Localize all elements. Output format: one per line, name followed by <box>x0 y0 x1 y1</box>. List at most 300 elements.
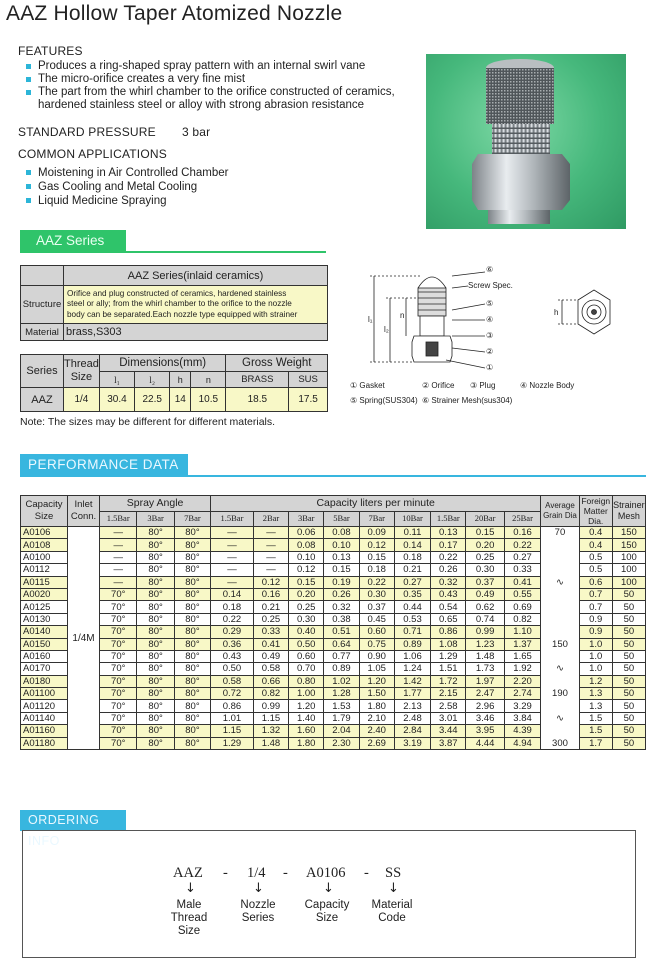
dimensions-header: Dimensions(mm) <box>99 355 226 372</box>
capacity-cell: 1.29 <box>431 650 466 662</box>
strainer-mesh-cell: 150 <box>612 527 645 539</box>
spray-angle-cell: 80° <box>174 539 210 551</box>
capacity-cell: 1.40 <box>289 712 324 724</box>
capacity-cell: 0.12 <box>253 576 288 588</box>
capacity-cell: 1.05 <box>359 663 394 675</box>
performance-bar-underline <box>20 475 646 477</box>
capacity-cell: 0.38 <box>324 613 359 625</box>
application-item: Liquid Medicine Spraying <box>18 194 398 208</box>
grain-dia-cell: 70 <box>541 527 579 539</box>
capacity-cell: — <box>211 576 254 588</box>
code-separator: - <box>364 865 369 881</box>
th-cap-10bar: 10Bar <box>394 511 430 527</box>
capacity-cell: 0.35 <box>394 588 430 600</box>
spray-angle-cell: 80° <box>137 725 174 737</box>
capacity-cell: 2.30 <box>324 737 359 749</box>
spray-angle-cell: 80° <box>174 626 210 638</box>
row-n: 10.5 <box>191 388 226 412</box>
series-col-header: Series <box>21 355 64 388</box>
capacity-cell: 1.23 <box>466 638 504 650</box>
capacity-cell: 1.10 <box>504 626 540 638</box>
capacity-cell: 2.84 <box>394 725 430 737</box>
capacity-cell: 0.33 <box>504 564 540 576</box>
capacity-cell: — <box>253 527 288 539</box>
capacity-cell: 2.40 <box>359 725 394 737</box>
th-spray-angle: Spray Angle <box>100 496 211 512</box>
spec-corner-cell <box>21 266 64 286</box>
capacity-cell: 2.15 <box>431 688 466 700</box>
capacity-cell: 0.09 <box>359 527 394 539</box>
code-part-thread: 1/4 <box>247 865 266 881</box>
spray-angle-cell: 70° <box>100 675 137 687</box>
series-bar: AAZ Series <box>20 230 126 251</box>
capacity-cell: 3.01 <box>431 712 466 724</box>
capacity-cell: 0.64 <box>324 638 359 650</box>
capacity-cell: — <box>253 539 288 551</box>
spray-angle-cell: 80° <box>174 663 210 675</box>
capacity-cell: 1.02 <box>324 675 359 687</box>
th-cap-20bar: 20Bar <box>466 511 504 527</box>
th-cap-2bar: 2Bar <box>253 511 288 527</box>
spray-angle-cell: 80° <box>174 650 210 662</box>
capacity-cell: 0.60 <box>289 650 324 662</box>
strainer-mesh-cell: 50 <box>612 626 645 638</box>
inlet-cell: 1/4M <box>68 527 100 750</box>
arrow-down-icon: ↓ <box>388 881 399 896</box>
header-line: Size <box>34 511 54 522</box>
capacity-cell: 1.72 <box>431 675 466 687</box>
sizes-note: Note: The sizes may be different for different materials. <box>20 416 276 428</box>
row-l2: 22.5 <box>135 388 170 412</box>
capacity-cell: 0.50 <box>211 663 254 675</box>
grain-dia-cell <box>541 539 579 551</box>
capacity-cell: 0.17 <box>431 539 466 551</box>
legend-nozzle-body: ④ Nozzle Body <box>520 381 575 390</box>
capacity-cell: 2.69 <box>359 737 394 749</box>
capacity-cell: 0.20 <box>466 539 504 551</box>
capacity-cell: 0.15 <box>289 576 324 588</box>
capacity-cell: 0.41 <box>253 638 288 650</box>
capacity-cell: 2.20 <box>504 675 540 687</box>
label-line: Size <box>177 925 201 937</box>
dim-l2: l₂ <box>384 325 389 334</box>
label-male-thread-size <box>154 899 224 938</box>
label-line: Thread <box>170 912 208 924</box>
capacity-cell: 0.82 <box>504 613 540 625</box>
capacity-cell: 1.32 <box>253 725 288 737</box>
table-row <box>21 650 646 662</box>
capacity-cell: 0.15 <box>324 564 359 576</box>
capacity-size-cell: A0160 <box>21 650 68 662</box>
foreign-matter-cell: 1.2 <box>579 675 612 687</box>
capacity-cell: 0.18 <box>359 564 394 576</box>
capacity-cell: 0.60 <box>359 626 394 638</box>
capacity-cell: 0.89 <box>324 663 359 675</box>
table-row <box>21 737 646 749</box>
grain-dia-cell <box>541 725 579 737</box>
th-cap-5bar: 5Bar <box>324 511 359 527</box>
capacity-cell: 0.18 <box>211 601 254 613</box>
grain-dia-cell <box>541 551 579 563</box>
applications-heading: COMMON APPLICATIONS <box>18 147 167 161</box>
row-l1: 30.4 <box>99 388 134 412</box>
label-line: Material <box>371 899 413 911</box>
table-row <box>21 688 646 700</box>
spray-angle-cell: 70° <box>100 626 137 638</box>
grain-dia-cell <box>541 626 579 638</box>
capacity-cell: 0.25 <box>253 613 288 625</box>
arrow-down-icon: ↓ <box>185 881 196 896</box>
capacity-cell: 0.08 <box>289 539 324 551</box>
capacity-cell: 3.29 <box>504 700 540 712</box>
capacity-cell: 0.41 <box>504 576 540 588</box>
capacity-cell: 0.37 <box>359 601 394 613</box>
thread-header-line: Thread <box>64 358 99 370</box>
capacity-cell: 0.18 <box>394 551 430 563</box>
capacity-cell: 0.27 <box>504 551 540 563</box>
grain-dia-cell: ∿ <box>541 576 579 588</box>
capacity-cell: 2.48 <box>394 712 430 724</box>
foreign-matter-cell: 0.6 <box>579 576 612 588</box>
spray-angle-cell: 70° <box>100 712 137 724</box>
spray-angle-cell: — <box>100 551 137 563</box>
capacity-cell: 0.49 <box>466 588 504 600</box>
header-line: Matter <box>583 506 608 516</box>
capacity-cell: 0.75 <box>359 638 394 650</box>
callout-2: ② <box>486 347 494 356</box>
dim-l1: l₁ <box>368 315 373 324</box>
capacity-cell: 0.90 <box>359 650 394 662</box>
capacity-cell: 1.73 <box>466 663 504 675</box>
capacity-cell: 0.99 <box>466 626 504 638</box>
table-row <box>21 576 646 588</box>
ordering-bar: ORDERING INFO <box>20 810 126 831</box>
capacity-cell: 0.49 <box>253 650 288 662</box>
strainer-mesh-cell: 50 <box>612 712 645 724</box>
grain-dia-cell <box>541 564 579 576</box>
capacity-size-cell: A0150 <box>21 638 68 650</box>
th-avg-grain <box>541 496 579 527</box>
dim-n: n <box>400 311 405 320</box>
nozzle-diagram <box>340 258 640 408</box>
th-strainer-mesh <box>612 496 645 527</box>
arrow-down-icon: ↓ <box>253 881 264 896</box>
legend-plug: ③ Plug <box>470 381 496 390</box>
label-line: Capacity <box>304 899 350 911</box>
features-list <box>18 60 428 112</box>
capacity-cell: 0.99 <box>253 700 288 712</box>
spray-angle-cell: 80° <box>174 700 210 712</box>
spray-angle-cell: 80° <box>174 601 210 613</box>
capacity-cell: 0.89 <box>394 638 430 650</box>
col-h: h <box>170 372 191 388</box>
structure-text <box>64 286 328 324</box>
foreign-matter-cell: 1.3 <box>579 700 612 712</box>
page-title: AAZ Hollow Taper Atomized Nozzle <box>6 2 343 25</box>
spray-angle-cell: 70° <box>100 700 137 712</box>
col-sus: SUS <box>289 372 328 388</box>
spray-angle-cell: 70° <box>100 725 137 737</box>
capacity-size-cell: A01120 <box>21 700 68 712</box>
label-line: Series <box>241 912 275 924</box>
grain-dia-cell <box>541 650 579 662</box>
pressure-value: 3 bar <box>182 125 211 139</box>
capacity-cell: — <box>211 564 254 576</box>
col-l2: l₂ <box>135 372 170 388</box>
strainer-mesh-cell: 50 <box>612 601 645 613</box>
capacity-cell: 1.42 <box>394 675 430 687</box>
spray-angle-cell: 80° <box>174 638 210 650</box>
label-line: Size <box>315 912 339 924</box>
code-separator: - <box>283 865 288 881</box>
capacity-cell: 0.32 <box>431 576 466 588</box>
application-item: Moistening in Air Controlled Chamber <box>18 166 398 180</box>
spray-angle-cell: 80° <box>174 712 210 724</box>
capacity-cell: 0.86 <box>211 700 254 712</box>
capacity-cell: 0.16 <box>253 588 288 600</box>
col-brass: BRASS <box>226 372 289 388</box>
capacity-size-cell: A0100 <box>21 551 68 563</box>
grain-dia-cell <box>541 613 579 625</box>
dimensions-table <box>20 354 328 412</box>
capacity-cell: 0.54 <box>431 601 466 613</box>
foreign-matter-cell: 0.7 <box>579 601 612 613</box>
callout-6: ⑥ <box>486 265 494 274</box>
header-line: Average <box>545 501 575 510</box>
capacity-cell: 1.48 <box>466 650 504 662</box>
capacity-cell: 1.77 <box>394 688 430 700</box>
spray-angle-cell: 80° <box>137 638 174 650</box>
capacity-cell: 1.48 <box>253 737 288 749</box>
capacity-cell: 0.71 <box>394 626 430 638</box>
strainer-mesh-cell: 50 <box>612 737 645 749</box>
capacity-cell: — <box>253 564 288 576</box>
capacity-cell: 1.79 <box>324 712 359 724</box>
table-row <box>21 675 646 687</box>
capacity-cell: 0.22 <box>504 539 540 551</box>
capacity-cell: 0.22 <box>211 613 254 625</box>
capacity-cell: 0.30 <box>466 564 504 576</box>
header-line: Grain Dia <box>543 511 577 520</box>
spray-angle-cell: 80° <box>174 675 210 687</box>
spray-angle-cell: 70° <box>100 588 137 600</box>
capacity-cell: 4.44 <box>466 737 504 749</box>
code-separator: - <box>223 865 228 881</box>
spray-angle-cell: 80° <box>137 688 174 700</box>
capacity-cell: 3.19 <box>394 737 430 749</box>
spray-angle-cell: 80° <box>174 576 210 588</box>
capacity-size-cell: A0125 <box>21 601 68 613</box>
strainer-mesh-cell: 50 <box>612 613 645 625</box>
foreign-matter-cell: 0.4 <box>579 527 612 539</box>
capacity-size-cell: A0115 <box>21 576 68 588</box>
capacity-cell: 0.65 <box>431 613 466 625</box>
ordering-box <box>22 830 636 958</box>
capacity-size-cell: A01160 <box>21 725 68 737</box>
label-line: Code <box>378 912 406 924</box>
capacity-cell: 0.12 <box>289 564 324 576</box>
structure-label: Structure <box>21 286 64 324</box>
th-cap-1-5bar: 1.5Bar <box>211 511 254 527</box>
callout-4: ④ <box>486 315 494 324</box>
legend-strainer-mesh: ⑥ Strainer Mesh(sus304) <box>422 396 513 405</box>
capacity-cell: 0.08 <box>324 527 359 539</box>
capacity-cell: 1.15 <box>211 725 254 737</box>
header-line: Conn. <box>70 511 97 522</box>
capacity-cell: 0.21 <box>253 601 288 613</box>
capacity-size-cell: A0108 <box>21 539 68 551</box>
th-angle-3bar: 3Bar <box>137 511 174 527</box>
table-row <box>21 564 646 576</box>
capacity-size-cell: A0180 <box>21 675 68 687</box>
capacity-cell: 0.66 <box>253 675 288 687</box>
strainer-mesh-cell: 50 <box>612 588 645 600</box>
thread-header-line: Size <box>70 371 93 383</box>
spray-angle-cell: 80° <box>137 737 174 749</box>
row-h: 14 <box>170 388 191 412</box>
label-capacity-size <box>292 899 362 925</box>
strainer-mesh-cell: 100 <box>612 551 645 563</box>
capacity-cell: 4.94 <box>504 737 540 749</box>
capacity-cell: 0.58 <box>211 675 254 687</box>
table-row <box>21 663 646 675</box>
screw-spec-label: Screw Spec. <box>468 281 513 290</box>
capacity-cell: 0.86 <box>431 626 466 638</box>
capacity-cell: 0.43 <box>431 588 466 600</box>
foreign-matter-cell: 0.4 <box>579 539 612 551</box>
foreign-matter-cell: 1.0 <box>579 663 612 675</box>
table-row <box>21 601 646 613</box>
capacity-cell: 0.80 <box>289 675 324 687</box>
capacity-cell: 0.77 <box>324 650 359 662</box>
capacity-cell: 0.15 <box>466 527 504 539</box>
capacity-cell: 0.10 <box>289 551 324 563</box>
capacity-cell: 0.82 <box>253 688 288 700</box>
spray-angle-cell: 80° <box>137 601 174 613</box>
capacity-cell: 0.16 <box>504 527 540 539</box>
application-item: Gas Cooling and Metal Cooling <box>18 180 398 194</box>
capacity-size-cell: A01100 <box>21 688 68 700</box>
label-nozzle-series <box>223 899 293 925</box>
header-line: Mesh <box>617 511 640 521</box>
spec-header: AAZ Series(inlaid ceramics) <box>64 266 328 286</box>
capacity-cell: 0.06 <box>289 527 324 539</box>
capacity-cell: — <box>211 551 254 563</box>
spray-angle-cell: 80° <box>137 663 174 675</box>
row-thread: 1/4 <box>64 388 100 412</box>
capacity-cell: 1.29 <box>211 737 254 749</box>
th-cap-3bar: 3Bar <box>289 511 324 527</box>
capacity-cell: 0.25 <box>289 601 324 613</box>
capacity-cell: 0.11 <box>394 527 430 539</box>
grain-dia-cell: 300 <box>541 737 579 749</box>
capacity-cell: 0.13 <box>324 551 359 563</box>
foreign-matter-cell: 1.7 <box>579 737 612 749</box>
foreign-matter-cell: 1.3 <box>579 688 612 700</box>
spray-angle-cell: 80° <box>174 527 210 539</box>
foreign-matter-cell: 0.5 <box>579 564 612 576</box>
capacity-cell: 1.01 <box>211 712 254 724</box>
th-angle-7bar: 7Bar <box>174 511 210 527</box>
capacity-size-cell: A0140 <box>21 626 68 638</box>
performance-table-body <box>21 527 646 750</box>
capacity-cell: 0.43 <box>211 650 254 662</box>
foreign-matter-cell: 1.0 <box>579 638 612 650</box>
grain-dia-cell <box>541 601 579 613</box>
feature-item-continuation: hardened stainless steel or alloy with strong abrasion resistance <box>38 99 365 111</box>
capacity-cell: 0.30 <box>359 588 394 600</box>
spray-angle-cell: — <box>100 564 137 576</box>
capacity-cell: 0.58 <box>253 663 288 675</box>
capacity-cell: 1.28 <box>324 688 359 700</box>
label-material-code <box>357 899 427 925</box>
capacity-cell: 1.37 <box>504 638 540 650</box>
capacity-cell: 0.36 <box>211 638 254 650</box>
capacity-cell: 0.45 <box>359 613 394 625</box>
capacity-cell: 0.51 <box>324 626 359 638</box>
capacity-cell: 1.06 <box>394 650 430 662</box>
th-cap-25bar: 25Bar <box>504 511 540 527</box>
spray-angle-cell: 80° <box>137 650 174 662</box>
capacity-cell: 1.51 <box>431 663 466 675</box>
capacity-cell: 0.29 <box>211 626 254 638</box>
th-angle-1-5bar: 1.5Bar <box>100 511 137 527</box>
capacity-cell: 2.96 <box>466 700 504 712</box>
table-row <box>21 626 646 638</box>
capacity-cell: 1.20 <box>359 675 394 687</box>
capacity-cell: — <box>211 539 254 551</box>
product-photo <box>426 54 626 229</box>
spray-angle-cell: 80° <box>137 712 174 724</box>
capacity-cell: 0.74 <box>466 613 504 625</box>
capacity-cell: 0.72 <box>211 688 254 700</box>
capacity-cell: 0.25 <box>466 551 504 563</box>
capacity-cell: 2.04 <box>324 725 359 737</box>
capacity-cell: 1.24 <box>394 663 430 675</box>
capacity-size-cell: A01180 <box>21 737 68 749</box>
capacity-cell: 1.65 <box>504 650 540 662</box>
th-inlet <box>68 496 100 527</box>
table-row <box>21 539 646 551</box>
capacity-cell: 0.50 <box>289 638 324 650</box>
label-line: Nozzle <box>240 899 276 911</box>
arrow-down-icon: ↓ <box>323 881 334 896</box>
structure-line: body can be separated.Each nozzle type equipped with strainer <box>67 309 298 319</box>
col-n: n <box>191 372 226 388</box>
capacity-cell: 0.19 <box>324 576 359 588</box>
row-brass: 18.5 <box>226 388 289 412</box>
capacity-cell: 0.22 <box>359 576 394 588</box>
series-bar-underline <box>20 251 326 253</box>
structure-line: steel or ally; from the whirl chamber to the orifice to the nozzle <box>67 299 292 309</box>
capacity-cell: 3.84 <box>504 712 540 724</box>
spray-angle-cell: 70° <box>100 638 137 650</box>
capacity-cell: 0.40 <box>289 626 324 638</box>
spray-angle-cell: 80° <box>174 551 210 563</box>
header-line: Strainer <box>613 500 645 510</box>
capacity-cell: 0.69 <box>504 601 540 613</box>
spray-angle-cell: 80° <box>137 700 174 712</box>
spray-angle-cell: 80° <box>137 551 174 563</box>
spray-angle-cell: — <box>100 539 137 551</box>
spray-angle-cell: 80° <box>137 576 174 588</box>
capacity-cell: 1.15 <box>253 712 288 724</box>
header-line: Inlet <box>74 499 93 510</box>
callout-3: ③ <box>486 331 494 340</box>
capacity-cell: 2.47 <box>466 688 504 700</box>
structure-line: Orifice and plug constructed of ceramics, hardened stainless <box>67 288 287 298</box>
capacity-cell: 0.22 <box>431 551 466 563</box>
